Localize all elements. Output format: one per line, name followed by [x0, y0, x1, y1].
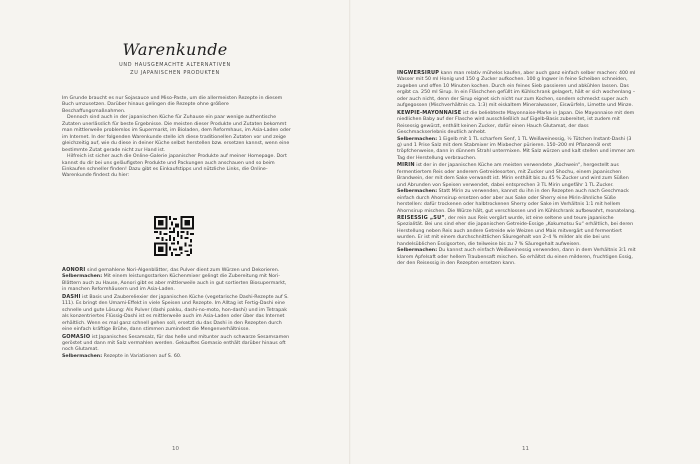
page-number-right: 11: [522, 446, 529, 452]
selbermachen-text: Statt Mirin zu verwenden, kannst du ihn in den Rezepten auch nach Geschmack einfach durch Ahornsirup ersetzen oder aber aus Sake oder Sherry eine Mirin-ähnliche Süße herstellen: dafür trockenen oder halbtrockenen Sherry oder Sake im Verhältnis 1:1 mit hellem Ahornsirup mischen. Die Würze hält, gut verschlossen und im Kühlschrank aufbewahrt, monatelang.: [397, 189, 636, 214]
entry-text-ingwersirup: kann man relativ mühelos kaufen, aber auch ganz einfach selber machen: 400 ml Wasser mit 50 ml Honig und 150 g Zucker aufkochen. 100 g Ingwer in feine Scheiben schneiden, zugeben und offen 10 Minuten kochen. Durch ein feines Sieb passieren und abkühlen lassen. Das ergibt ca. 250 ml Sirup. In ein Fläschchen gefüllt im Kühlschrank gelagert, hält er sich wochenlang – oder auch nicht, denn der Sirup eignet sich nicht nur zum Kochen, sondern schmeckt super auch aufgegossen (Mischverhältnis ca. 1:3) mit eiskaltem Mineralwasser, Eiswürfeln, Limette und Minze.: [397, 71, 636, 109]
intro-paragraph-1: Im Grunde braucht es nur Sojasauce und Miso-Paste, um die allermeisten Rezepte in diesem Buch umzusetzen. Darüber hinaus gelingen die Rezepte ohne größere Beschaffungsmaßnahmen.: [62, 96, 283, 114]
entry-kewpie: [397, 110, 637, 137]
selbermachen-label: Selbermachen:: [397, 189, 438, 195]
selbermachen-text: Rezepte in Variationen auf S. 60.: [102, 353, 182, 359]
entry-heading-gomasio: GOMASIO: [62, 333, 91, 340]
entry-kewpie-selbermachen: [397, 137, 637, 163]
entry-text-mirin: ist der in der japanischen Küche am meisten verwendete „Kochwein“, hergestellt aus fermentiertem Reis oder anderem Getreidesorten, mit Zucker und Shochu, einem japanischen Brandwein, der mit dem Sake verwandt ist. Mirin enthält bis zu 45 % Zucker und wird zum Süßen und Abrunden von Speisen verwendet, dabei entsprechen 3 TL Mirin ungefähr 1 TL Zucker.: [397, 163, 629, 188]
right-page: [350, 0, 700, 464]
entry-aonori-selbermachen: [62, 274, 292, 293]
entry-ingwersirup: [397, 70, 637, 110]
intro-text: [62, 96, 292, 180]
entry-reisessig-selbermachen: [397, 248, 637, 267]
entry-text-kewpie: ist die beliebteste Mayonnaise-Marke in Japan. Die Mayonnaise mit dem niedlichen Baby auf der Flasche wird ausschließlich auf Eigelb-Basis zubereitet, ist zudem mit Reisessig gewürzt, enthält keinen Zucker, dafür einen Hauch Glutamat, der dass Geschmackserlebnis deutlich anhebt.: [397, 110, 635, 136]
entry-mirin-selbermachen: [397, 189, 637, 215]
entry-reisessig: [397, 215, 637, 248]
entry-text-dashi: ist Basis und Zaubereliexier der japanischen Küche (vegetarische Dashi-Rezepte auf S. 111). Es bringt den Umami-Effekt in viele Speisen und Rezepte. Im Alltag ist Fertig-Dashi eine schnelle und gute Lösung: Als Pulver (dashi pakku, dashi-no-moto, hon-dashi) und im Tetrapak als konzentriertes Flüssig-Dashi ist es mittlerweile auch im Asia-Laden oder über das Internet erhältlich. Wenn es mal ganz schnell gehen soll, ersetzt du das Dashi in den Rezepten durch eine einfach kräftige Brühe, dann stimmen zumindest die Mengenverhältnisse.: [62, 294, 289, 333]
entry-gomasio-selbermachen: [62, 354, 292, 360]
entry-text-gomasio: ist Japanisches Sesamsalz, für das helle und mitunter auch schwarze Sesamsamen geröstet und dann mit Salz vermahlen werden. Gekauftes Gomasio enthält darüber hinaus oft noch Glutamat.: [62, 334, 290, 353]
entry-heading-ingwersirup: INGWERSIRUP: [397, 70, 440, 76]
selbermachen-label: Selbermachen:: [62, 274, 103, 280]
entry-heading-dashi: DASHI: [62, 293, 81, 300]
left-glossary: [62, 267, 292, 360]
entry-heading-kewpie: KEWPIE-MAYONNAISE: [397, 109, 462, 116]
intro-paragraph-3: Hilfreich ist sicher auch die Online-Galerie japanischer Produkte auf meiner Homepage. Dort kannst du dir bei uns geläufigsten Produkte und Packungen auch anschauen und so beim Einkaufen schneller finden! Dazu gibt es Einkaufstipps und nützliche Links, die Online-Warenkunde findest du hier:: [62, 154, 287, 179]
selbermachen-text: 1 Eigelb mit 1 TL scharfem Senf, 1 TL Weißweinessig, ½ Tütchen Instant-Dashi (3 g) und 1 Prise Salz mit dem Stabmixer im Mixbecher pürieren. 150–200 ml Pflanzenöl erst tröpfchenweise, dann in dünnem Strahl untermixen. Mit Salz würzen und kalt stellen und immer am Tag der Herstellung verbrauchen.: [397, 136, 635, 161]
selbermachen-label: Selbermachen:: [397, 248, 438, 254]
intro-paragraph-2: Dennoch sind auch in der japanischen Küche für Zuhause ein paar wenige authentische Zutaten unerlässlich für beste Ergebnisse. Die meisten dieser Produkte und Zutaten bekommt man mittlerweile problemlos im Supermarkt, im Bioladen, dem Reformhaus, im Asia-Laden oder im Internet. In der folgenden Warenkunde stelle ich diese traditionellen Zutaten vor und zeige gleichzeitig auf, wie du diese in deiner Küche selbst herstellen bzw. ersetzen kannst, wenn eine bestimmte Zutat gerade nicht zur Hand ist.: [62, 115, 291, 153]
selbermachen-label: Selbermachen:: [62, 353, 103, 359]
entry-heading-mirin: MIRIN: [397, 162, 415, 169]
entry-heading-aonori: AONORI: [62, 267, 86, 273]
subtitle-line-1: UND HAUSGEMACHTE ALTERNATIVEN: [119, 62, 231, 68]
entry-text-reisessig: , der rein aus Reis vergärt wurde, ist eine seltene und teure japanische Spezialität. Bei uns sind eher die japanischen Getreide-Essige „Kokumotsu Su“ erhältlich, bei deren Herstellung neben Reis auch andere Getreide wie Weizen und Mais mitvergärt und fermentiert wurden. Er ist mit einem durchschnittlichen Säuregehalt von 2–4 % milder als die bei uns handelsüblichen Essigsorten, die teilweise bis zu 7 % Säuregehalt aufweisen.: [397, 215, 634, 247]
entry-text-aonori: sind gemahlene Nori-Algenblätter, das Pulver dient zum Würzen und Dekorieren.: [85, 268, 280, 273]
page-title: Warenkunde: [122, 40, 228, 59]
selbermachen-text: Du kannst auch einfach Weißweinessig verwenden, dann in dem Verhältnis 3:1 mit klarem Apfelsaft oder hellem Traubensaft mischen. So erhältst du einen milderen, fruchtigen Essig, der den Reisessig in den Rezepten ersetzen kann.: [397, 248, 636, 267]
qr-code[interactable]: [154, 216, 194, 256]
selbermachen-label: Selbermachen:: [397, 136, 438, 142]
page-subtitle: [60, 61, 290, 77]
entry-mirin: [397, 162, 637, 189]
entry-heading-reisessig: REISESSIG „SU“: [397, 214, 445, 221]
entry-dashi: [62, 294, 292, 334]
page-number-left: 10: [172, 446, 179, 452]
subtitle-line-2: ZU JAPANISCHEN PRODUKTEN: [130, 70, 220, 76]
selbermachen-text: Mit einem leistungsstarken Küchenmixer gelingt die Zubereitung mit Nori-Blättern auch zu Hause, Aonori gibt es aber mittlerweile auch in gut sortierten Biosupermarkt, in manchen Reformhäusern und im Asia-Laden.: [62, 274, 287, 293]
entry-gomasio: [62, 334, 292, 354]
right-glossary: [397, 70, 637, 268]
